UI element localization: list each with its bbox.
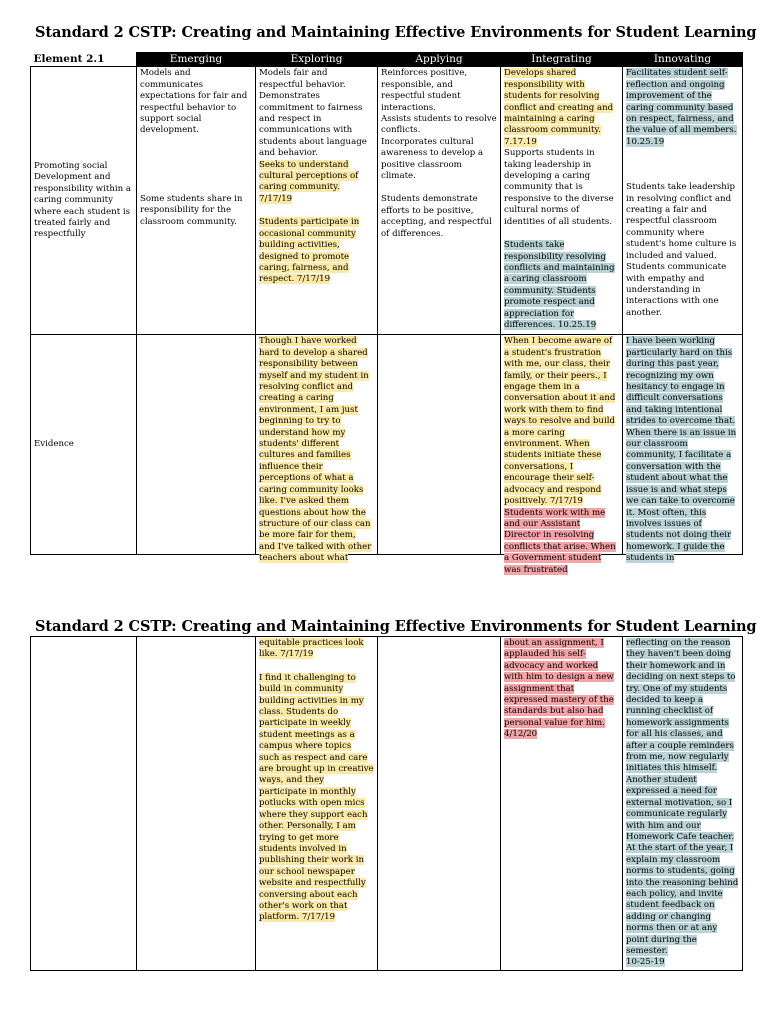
cont-exploring-text-b: I find it challenging to build in community building activities in my class. Students do participate in weekly student meetings as a campus where topics such as respect and care are brought up in creative ways, and they participate in monthly potlucks with open mics where they support each other. Personally, I am trying to get more students involved in publishing their work in our school newspaper website and respectfully conversing about each other's work on that platform. 7/17/19: [259, 672, 374, 923]
page-title-continued: Standard 2 CSTP: Creating and Maintaining Effective Environments for Student Learning: [35, 618, 757, 635]
evidence-applying-cell: [378, 335, 501, 555]
integrating-text-1: Develops shared responsibility with students for resolving conflict and creating and maintaining a caring classroom community. 7.17.19: [504, 68, 614, 147]
column-header-exploring: Exploring: [256, 53, 378, 67]
element-label: Element 2.1: [33, 52, 105, 65]
evidence-innovating-text: I have been working particularly hard on this during this past year, recognizing my own hesitancy to engage in difficult conversations and taking intentional strides to overcome that. When there is an issue in our classroom community, I facilitate a conversation with the student about what the issue is and what steps we can take to overcome it. Most often, this involves issues of students not doing their homework. I guide the students in: [626, 336, 737, 564]
evidence-label: Evidence: [31, 335, 137, 555]
cont-innovating-cell: [623, 637, 743, 971]
column-header-integrating: Integrating: [501, 53, 623, 67]
emerging-text-2: Some students share in responsibility for the classroom community.: [140, 193, 243, 227]
cont-applying-cell: [378, 637, 501, 971]
exploring-text-3: Students participate in occasional community building activities, designed to promote caring, fairness, and respect. 7/17/19: [259, 217, 360, 285]
element-row: [31, 67, 743, 335]
evidence-exploring-text: Though I have worked hard to develop a shared responsibility between myself and my student in resolving conflict and creating a caring environment, I am just beginning to try to understand how my students' different cultures and families influence their perceptions of what a caring community looks like. I've asked them questions about how the structure of our class can be more fair for them, and I've talked with other teachers about what: [259, 336, 372, 564]
emerging-text-1: Models and communicates expectations for fair and respectful behavior to support social development.: [140, 68, 248, 136]
applying-cell: [378, 67, 501, 335]
integrating-text-3: Students take responsibility resolving conflicts and maintaining a caring classroom community. Students promote respect and appreciation for differences. 10.25.19: [504, 240, 615, 330]
page-title: Standard 2 CSTP: Creating and Maintaining Effective Environments for Student Learning: [35, 24, 757, 41]
evidence-emerging-cell: [137, 335, 256, 555]
emerging-cell: [137, 67, 256, 335]
evidence-integrating-text: When I become aware of a student's frustration with me, our class, their family, or their peers., I engage them in a conversation about it and work with them to find ways to resolve and build a more caring environment. When students initiate these conversations, I encourage their self-advocacy and respond positively. 7/17/19 Students work with me and our Assistant Director in resolving conflicts that arise. When a Government student was frustrated: [504, 336, 616, 575]
evidence-row-continued: [31, 637, 743, 971]
row-label: Promoting social Development and responsibility within a caring community where each student is treated fairly and respectfully: [31, 67, 137, 335]
exploring-text-2: Seeks to understand cultural perceptions of caring community. 7/17/19: [259, 159, 359, 204]
evidence-row: [31, 335, 743, 555]
integrating-text-2: Supports students in taking leadership in developing a caring community that is responsive to the diverse cultural norms of identities of all students.: [504, 148, 614, 227]
cont-integrating-text: about an assignment, I applauded his self-advocacy and worked with him to design a new assignment that expressed mastery of the standards but also had personal value for him. 4/12/20: [504, 638, 614, 740]
column-header-emerging: Emerging: [137, 53, 256, 67]
evidence-integrating-cell: [501, 335, 623, 575]
cont-emerging-cell: [137, 637, 256, 971]
column-header-innovating: Innovating: [623, 53, 743, 67]
innovating-text-2: Students take leadership in resolving conflict and creating a fair and respectful classroom community where student's home culture is included and valued. Students communicate with empathy and understanding in interactions with one another.: [626, 182, 737, 318]
exploring-text-1: Models fair and respectful behavior. Demonstrates commitment to fairness and respect in communications with students about language and behavior.: [259, 68, 367, 159]
exploring-cell: [256, 67, 378, 335]
applying-text-1: Reinforces positive, responsible, and respectful student interactions.: [381, 68, 468, 113]
applying-text-4: Students demonstrate efforts to be positive, accepting, and respectful of differences.: [381, 194, 492, 239]
cont-innovating-date: 10-25-19: [626, 957, 665, 968]
cont-exploring-cell: [256, 637, 378, 971]
cont-innovating-text: reflecting on the reason they haven't been doing their homework and in deciding on next steps to try. One of my students decided to keep a running checklist of homework assignments for all his classes, and after a couple reminders from me, now regularly initiates this himself. Another student expressed a need for external motivation, so I communicate regularly with him and our Homework Cafe teacher. At the start of the year, I explain my classroom norms to students, going into the reasoning behind each policy, and invite student feedback on adding or changing norms then or at any point during the semester.: [626, 638, 739, 956]
standard-table-continued: [30, 636, 743, 971]
cont-label-cell: [31, 637, 137, 971]
cont-integrating-cell: [501, 637, 623, 971]
integrating-cell: [501, 67, 623, 335]
applying-text-3: Incorporates cultural awareness to develop a positive classroom climate.: [381, 136, 484, 182]
applying-text-2: Assists students to resolve conflicts.: [381, 114, 497, 136]
innovating-cell: [623, 67, 743, 335]
innovating-text-1: Facilitates student self-reflection and ongoing improvement of the caring community based on respect, fairness, and the value of all members. 10.25.19: [626, 68, 737, 147]
evidence-innovating-cell: [623, 335, 743, 564]
cont-exploring-text-a: equitable practices look like. 7/17/19: [259, 638, 364, 660]
evidence-exploring-cell: [256, 335, 378, 564]
column-header-applying: Applying: [378, 53, 501, 67]
header-row: [31, 53, 743, 67]
standard-table: [30, 52, 743, 575]
